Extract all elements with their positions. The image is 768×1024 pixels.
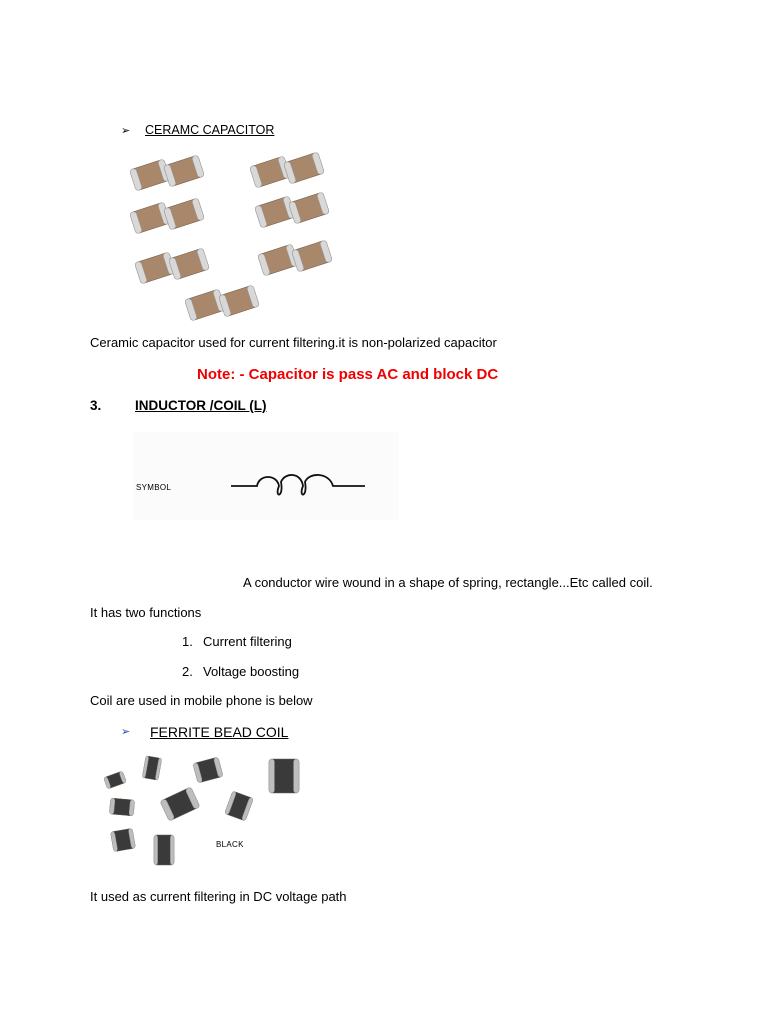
ceramic-chip bbox=[249, 156, 290, 188]
function-item: Voltage boosting bbox=[203, 664, 300, 679]
function-number: 2. bbox=[182, 664, 193, 679]
ceramic-chip bbox=[288, 192, 329, 224]
ceramic-chip bbox=[218, 285, 259, 317]
ferrite-chip bbox=[142, 756, 162, 780]
ferrite-bead-image bbox=[98, 752, 344, 874]
function-item: Current filtering bbox=[203, 634, 292, 649]
ceramic-chip bbox=[283, 152, 324, 184]
ceramic-chip bbox=[129, 159, 170, 191]
ceramic-chip bbox=[254, 196, 295, 228]
ferrite-chip bbox=[269, 759, 299, 793]
ferrite-chip bbox=[154, 835, 174, 865]
ceramic-capacitor-illustration bbox=[120, 150, 332, 325]
symbol-label: SYMBOL bbox=[136, 483, 172, 492]
ferrite-chip bbox=[104, 771, 127, 789]
ferrite-chip bbox=[225, 791, 254, 821]
mobile-coil-intro: Coil are used in mobile phone is below bbox=[90, 693, 313, 708]
bullet-arrow-icon: ➢ bbox=[121, 124, 131, 137]
inductor-coil-symbol-icon bbox=[229, 470, 369, 498]
ferrite-chip bbox=[193, 757, 223, 783]
inductor-heading: INDUCTOR /COIL (L) bbox=[135, 398, 267, 413]
ferrite-chip bbox=[110, 828, 135, 852]
ferrite-chip bbox=[109, 798, 134, 816]
ferrite-bead-heading: FERRITE BEAD COIL bbox=[150, 724, 289, 740]
functions-intro: It has two functions bbox=[90, 605, 202, 620]
ceramic-chip bbox=[257, 244, 298, 276]
ferrite-bead-illustration bbox=[98, 752, 344, 874]
ceramic-chip bbox=[163, 198, 204, 230]
ferrite-chip bbox=[160, 787, 200, 821]
ceramic-chip bbox=[134, 252, 175, 284]
section-number: 3. bbox=[90, 398, 102, 413]
ceramic-chip bbox=[184, 289, 225, 321]
ceramic-capacitor-heading: CERAMC CAPACITOR bbox=[145, 123, 275, 137]
ceramic-chip bbox=[168, 248, 209, 280]
bullet-arrow-icon: ➢ bbox=[121, 725, 131, 738]
ferrite-description: It used as current filtering in DC voltage path bbox=[90, 889, 347, 904]
ceramic-description: Ceramic capacitor used for current filtering.it is non-polarized capacitor bbox=[90, 335, 497, 350]
capacitor-note: Note: - Capacitor is pass AC and block DC bbox=[197, 366, 499, 383]
ceramic-capacitor-image bbox=[120, 150, 332, 325]
function-number: 1. bbox=[182, 634, 193, 649]
ceramic-chip bbox=[291, 240, 332, 272]
ceramic-chip bbox=[129, 202, 170, 234]
coil-definition: A conductor wire wound in a shape of spring, rectangle...Etc called coil. bbox=[243, 575, 653, 590]
ferrite-image-label: BLACK bbox=[216, 840, 244, 849]
ceramic-chip bbox=[163, 155, 204, 187]
inductor-symbol-image bbox=[133, 432, 399, 520]
